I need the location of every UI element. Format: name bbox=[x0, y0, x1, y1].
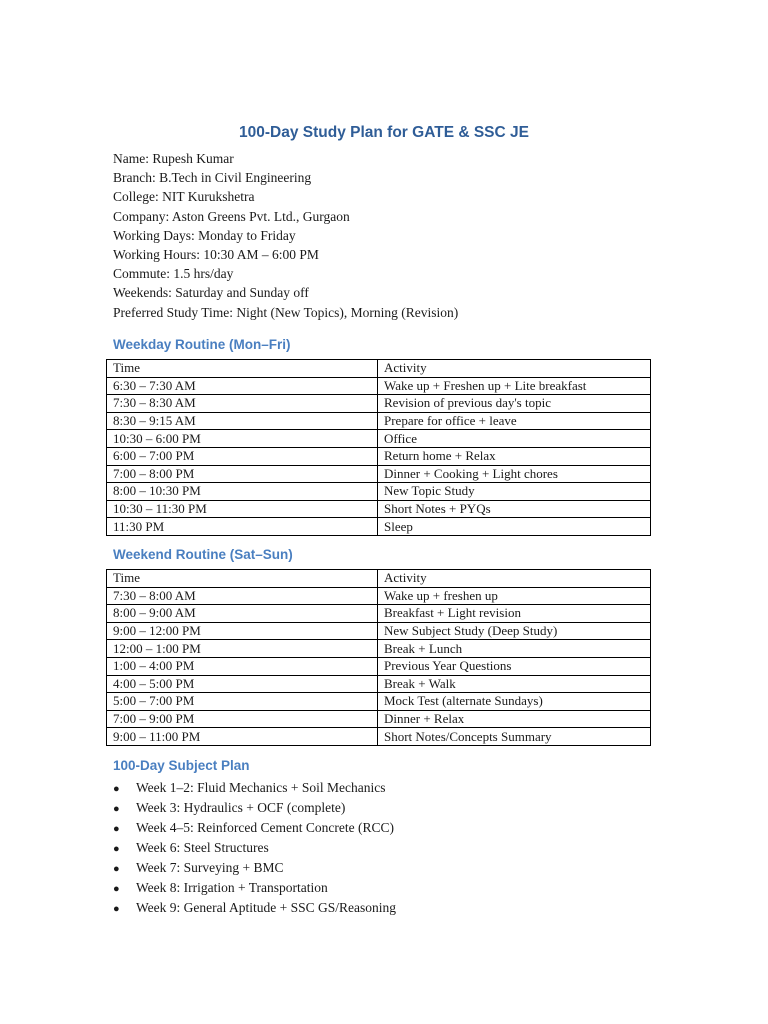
header-time: Time bbox=[107, 360, 378, 378]
weekend-heading: Weekend Routine (Sat–Sun) bbox=[113, 547, 293, 562]
table-row bbox=[107, 447, 651, 465]
table-row bbox=[107, 395, 651, 413]
list-item-text: Week 3: Hydraulics + OCF (complete) bbox=[136, 800, 346, 815]
time-cell: 7:00 – 8:00 PM bbox=[107, 465, 378, 483]
activity-cell: Sleep bbox=[378, 518, 651, 536]
info-college: College: NIT Kurukshetra bbox=[113, 189, 255, 205]
time-cell: 11:30 PM bbox=[107, 518, 378, 536]
activity-cell: Short Notes + PYQs bbox=[378, 500, 651, 518]
time-cell: 8:30 – 9:15 AM bbox=[107, 412, 378, 430]
activity-cell: Break + Walk bbox=[378, 675, 651, 693]
table-row bbox=[107, 675, 651, 693]
table-row bbox=[107, 587, 651, 605]
list-item bbox=[113, 878, 396, 898]
activity-cell: Wake up + freshen up bbox=[378, 587, 651, 605]
list-item-text: Week 7: Surveying + BMC bbox=[136, 860, 284, 875]
time-cell: 12:00 – 1:00 PM bbox=[107, 640, 378, 658]
activity-cell: Break + Lunch bbox=[378, 640, 651, 658]
table-row bbox=[107, 728, 651, 746]
info-weekends: Weekends: Saturday and Sunday off bbox=[113, 285, 309, 301]
info-working-days: Working Days: Monday to Friday bbox=[113, 227, 296, 243]
activity-cell: Mock Test (alternate Sundays) bbox=[378, 693, 651, 711]
list-item-text: Week 9: General Aptitude + SSC GS/Reasoning bbox=[136, 900, 397, 915]
list-item-text: Week 1–2: Fluid Mechanics + Soil Mechanics bbox=[136, 780, 386, 795]
time-cell: 7:00 – 9:00 PM bbox=[107, 710, 378, 728]
activity-cell: Wake up + Freshen up + Lite breakfast bbox=[378, 377, 651, 395]
activity-cell: Short Notes/Concepts Summary bbox=[378, 728, 651, 746]
time-cell: 1:00 – 4:00 PM bbox=[107, 657, 378, 675]
list-item bbox=[113, 858, 396, 878]
activity-cell: Previous Year Questions bbox=[378, 657, 651, 675]
table-row bbox=[107, 483, 651, 501]
time-cell: 10:30 – 11:30 PM bbox=[107, 500, 378, 518]
time-cell: 8:00 – 9:00 AM bbox=[107, 605, 378, 623]
table-row bbox=[107, 605, 651, 623]
time-cell: 5:00 – 7:00 PM bbox=[107, 693, 378, 711]
activity-cell: New Topic Study bbox=[378, 483, 651, 501]
info-commute: Commute: 1.5 hrs/day bbox=[113, 266, 234, 282]
time-cell: 10:30 – 6:00 PM bbox=[107, 430, 378, 448]
list-item-text: Week 4–5: Reinforced Cement Concrete (RCC) bbox=[136, 820, 394, 835]
table-header-row bbox=[107, 360, 651, 378]
time-cell: 9:00 – 12:00 PM bbox=[107, 622, 378, 640]
plan-heading: 100-Day Subject Plan bbox=[113, 758, 250, 773]
table-row bbox=[107, 377, 651, 395]
bullet-icon: ● bbox=[113, 843, 120, 855]
time-cell: 9:00 – 11:00 PM bbox=[107, 728, 378, 746]
list-item-text: Week 8: Irrigation + Transportation bbox=[136, 880, 328, 895]
bullet-icon: ● bbox=[113, 783, 120, 795]
time-cell: 4:00 – 5:00 PM bbox=[107, 675, 378, 693]
time-cell: 7:30 – 8:30 AM bbox=[107, 395, 378, 413]
time-cell: 8:00 – 10:30 PM bbox=[107, 483, 378, 501]
time-cell: 6:00 – 7:00 PM bbox=[107, 447, 378, 465]
profile-info bbox=[113, 149, 458, 322]
table-row bbox=[107, 465, 651, 483]
activity-cell: Revision of previous day's topic bbox=[378, 395, 651, 413]
header-activity: Activity bbox=[378, 360, 651, 378]
list-item bbox=[113, 898, 396, 918]
table-row bbox=[107, 710, 651, 728]
table-row bbox=[107, 657, 651, 675]
time-cell: 7:30 – 8:00 AM bbox=[107, 587, 378, 605]
activity-cell: Prepare for office + leave bbox=[378, 412, 651, 430]
table-row bbox=[107, 430, 651, 448]
bullet-icon: ● bbox=[113, 903, 120, 915]
header-time: Time bbox=[107, 570, 378, 588]
table-header-row bbox=[107, 570, 651, 588]
activity-cell: Dinner + Relax bbox=[378, 710, 651, 728]
table-row bbox=[107, 640, 651, 658]
info-study-time: Preferred Study Time: Night (New Topics), Morning (Revision) bbox=[113, 304, 459, 320]
table-row bbox=[107, 412, 651, 430]
activity-cell: Breakfast + Light revision bbox=[378, 605, 651, 623]
weekday-heading: Weekday Routine (Mon–Fri) bbox=[113, 337, 291, 352]
list-item bbox=[113, 818, 396, 838]
info-working-hours: Working Hours: 10:30 AM – 6:00 PM bbox=[113, 246, 319, 262]
activity-cell: Dinner + Cooking + Light chores bbox=[378, 465, 651, 483]
activity-cell: Office bbox=[378, 430, 651, 448]
bullet-icon: ● bbox=[113, 803, 120, 815]
bullet-icon: ● bbox=[113, 863, 120, 875]
activity-cell: Return home + Relax bbox=[378, 447, 651, 465]
info-company: Company: Aston Greens Pvt. Ltd., Gurgaon bbox=[113, 208, 350, 224]
weekday-table bbox=[106, 359, 651, 536]
list-item bbox=[113, 798, 396, 818]
list-item bbox=[113, 838, 396, 858]
document-title: 100-Day Study Plan for GATE & SSC JE bbox=[239, 124, 529, 141]
info-name: Name: Rupesh Kumar bbox=[113, 151, 234, 166]
table-row bbox=[107, 693, 651, 711]
bullet-icon: ● bbox=[113, 823, 120, 835]
list-item-text: Week 6: Steel Structures bbox=[136, 840, 269, 855]
table-row bbox=[107, 500, 651, 518]
weekend-table bbox=[106, 569, 651, 746]
table-row bbox=[107, 518, 651, 536]
info-branch: Branch: B.Tech in Civil Engineering bbox=[113, 170, 312, 186]
activity-cell: New Subject Study (Deep Study) bbox=[378, 622, 651, 640]
bullet-icon: ● bbox=[113, 883, 120, 895]
time-cell: 6:30 – 7:30 AM bbox=[107, 377, 378, 395]
list-item bbox=[113, 778, 396, 798]
subject-plan-list bbox=[113, 778, 396, 918]
table-row bbox=[107, 622, 651, 640]
header-activity: Activity bbox=[378, 570, 651, 588]
